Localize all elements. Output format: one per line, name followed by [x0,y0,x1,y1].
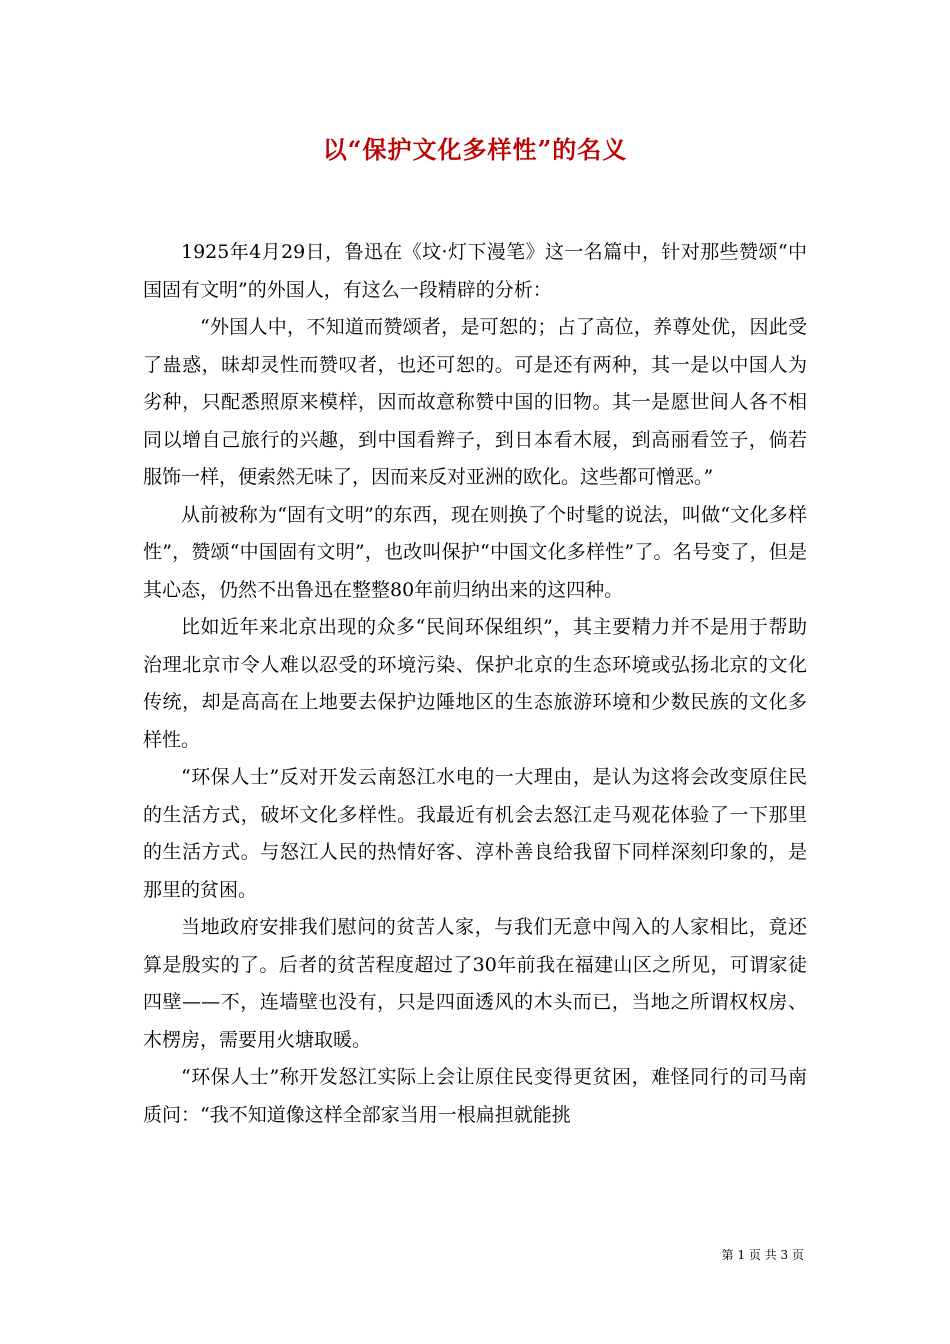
paragraph: “环保人士”反对开发云南怒江水电的一大理由，是认为这将会改变原住民的生活方式，破坏文化多样性。我最近有机会去怒江走马观花体验了一下那里的生活方式。与怒江人民的热情好客、淳朴善良给我留下同样深刻印象的，是那里的贫困。 [143,766,807,901]
quote-paragraph: “外国人中，不知道而赞颂者，是可恕的；占了高位，养尊处优，因此受了蛊惑，昧却灵性而赞叹者，也还可恕的。可是还有两种，其一是以中国人为劣种，只配悉照原来模样，因而故意称赞中国的旧物。其一是愿世间人各不相同以增自己旅行的兴趣，到中国看辫子，到日本看木屐，到高丽看笠子，倘若服饰一样，便索然无味了，因而来反对亚洲的欧化。这些都可憎恶。” [143,316,807,488]
paragraph: 比如近年来北京出现的众多“民间环保组织”，其主要精力并不是用于帮助治理北京市令人难以忍受的环境污染、保护北京的生态环境或弘扬北京的文化传统，却是高高在上地要去保护边陲地区的生态旅游环境和少数民族的文化多样性。 [143,616,807,751]
paragraph: 从前被称为“固有文明”的东西，现在则换了个时髦的说法，叫做“文化多样性”，赞颂“中国固有文明”，也改叫保护“中国文化多样性”了。名号变了，但是其心态，仍然不出鲁迅在整整80年前归纳出来的这四种。 [143,503,807,601]
paragraph: 当地政府安排我们慰问的贫苦人家，与我们无意中闯入的人家相比，竟还算是殷实的了。后者的贫苦程度超过了30年前我在福建山区之所见，可谓家徒四壁——不，连墙壁也没有，只是四面透风的木头而已，当地之所谓权权房、木楞房，需要用火塘取暖。 [143,916,807,1051]
document-body [143,234,807,1134]
document-title: 以“保护文化多样性”的名义 [322,135,628,164]
page-number-footer: 第 1 页 共 3 页 [721,1248,804,1262]
paragraph: 1925年4月29日，鲁迅在《坟·灯下漫笔》这一名篇中，针对那些赞颂“中国固有文明”的外国人，有这么一段精辟的分析： [143,241,807,301]
paragraph: “环保人士”称开发怒江实际上会让原住民变得更贫困，难怪同行的司马南质问：“我不知道像这样全部家当用一根扁担就能挑 [143,1066,807,1126]
